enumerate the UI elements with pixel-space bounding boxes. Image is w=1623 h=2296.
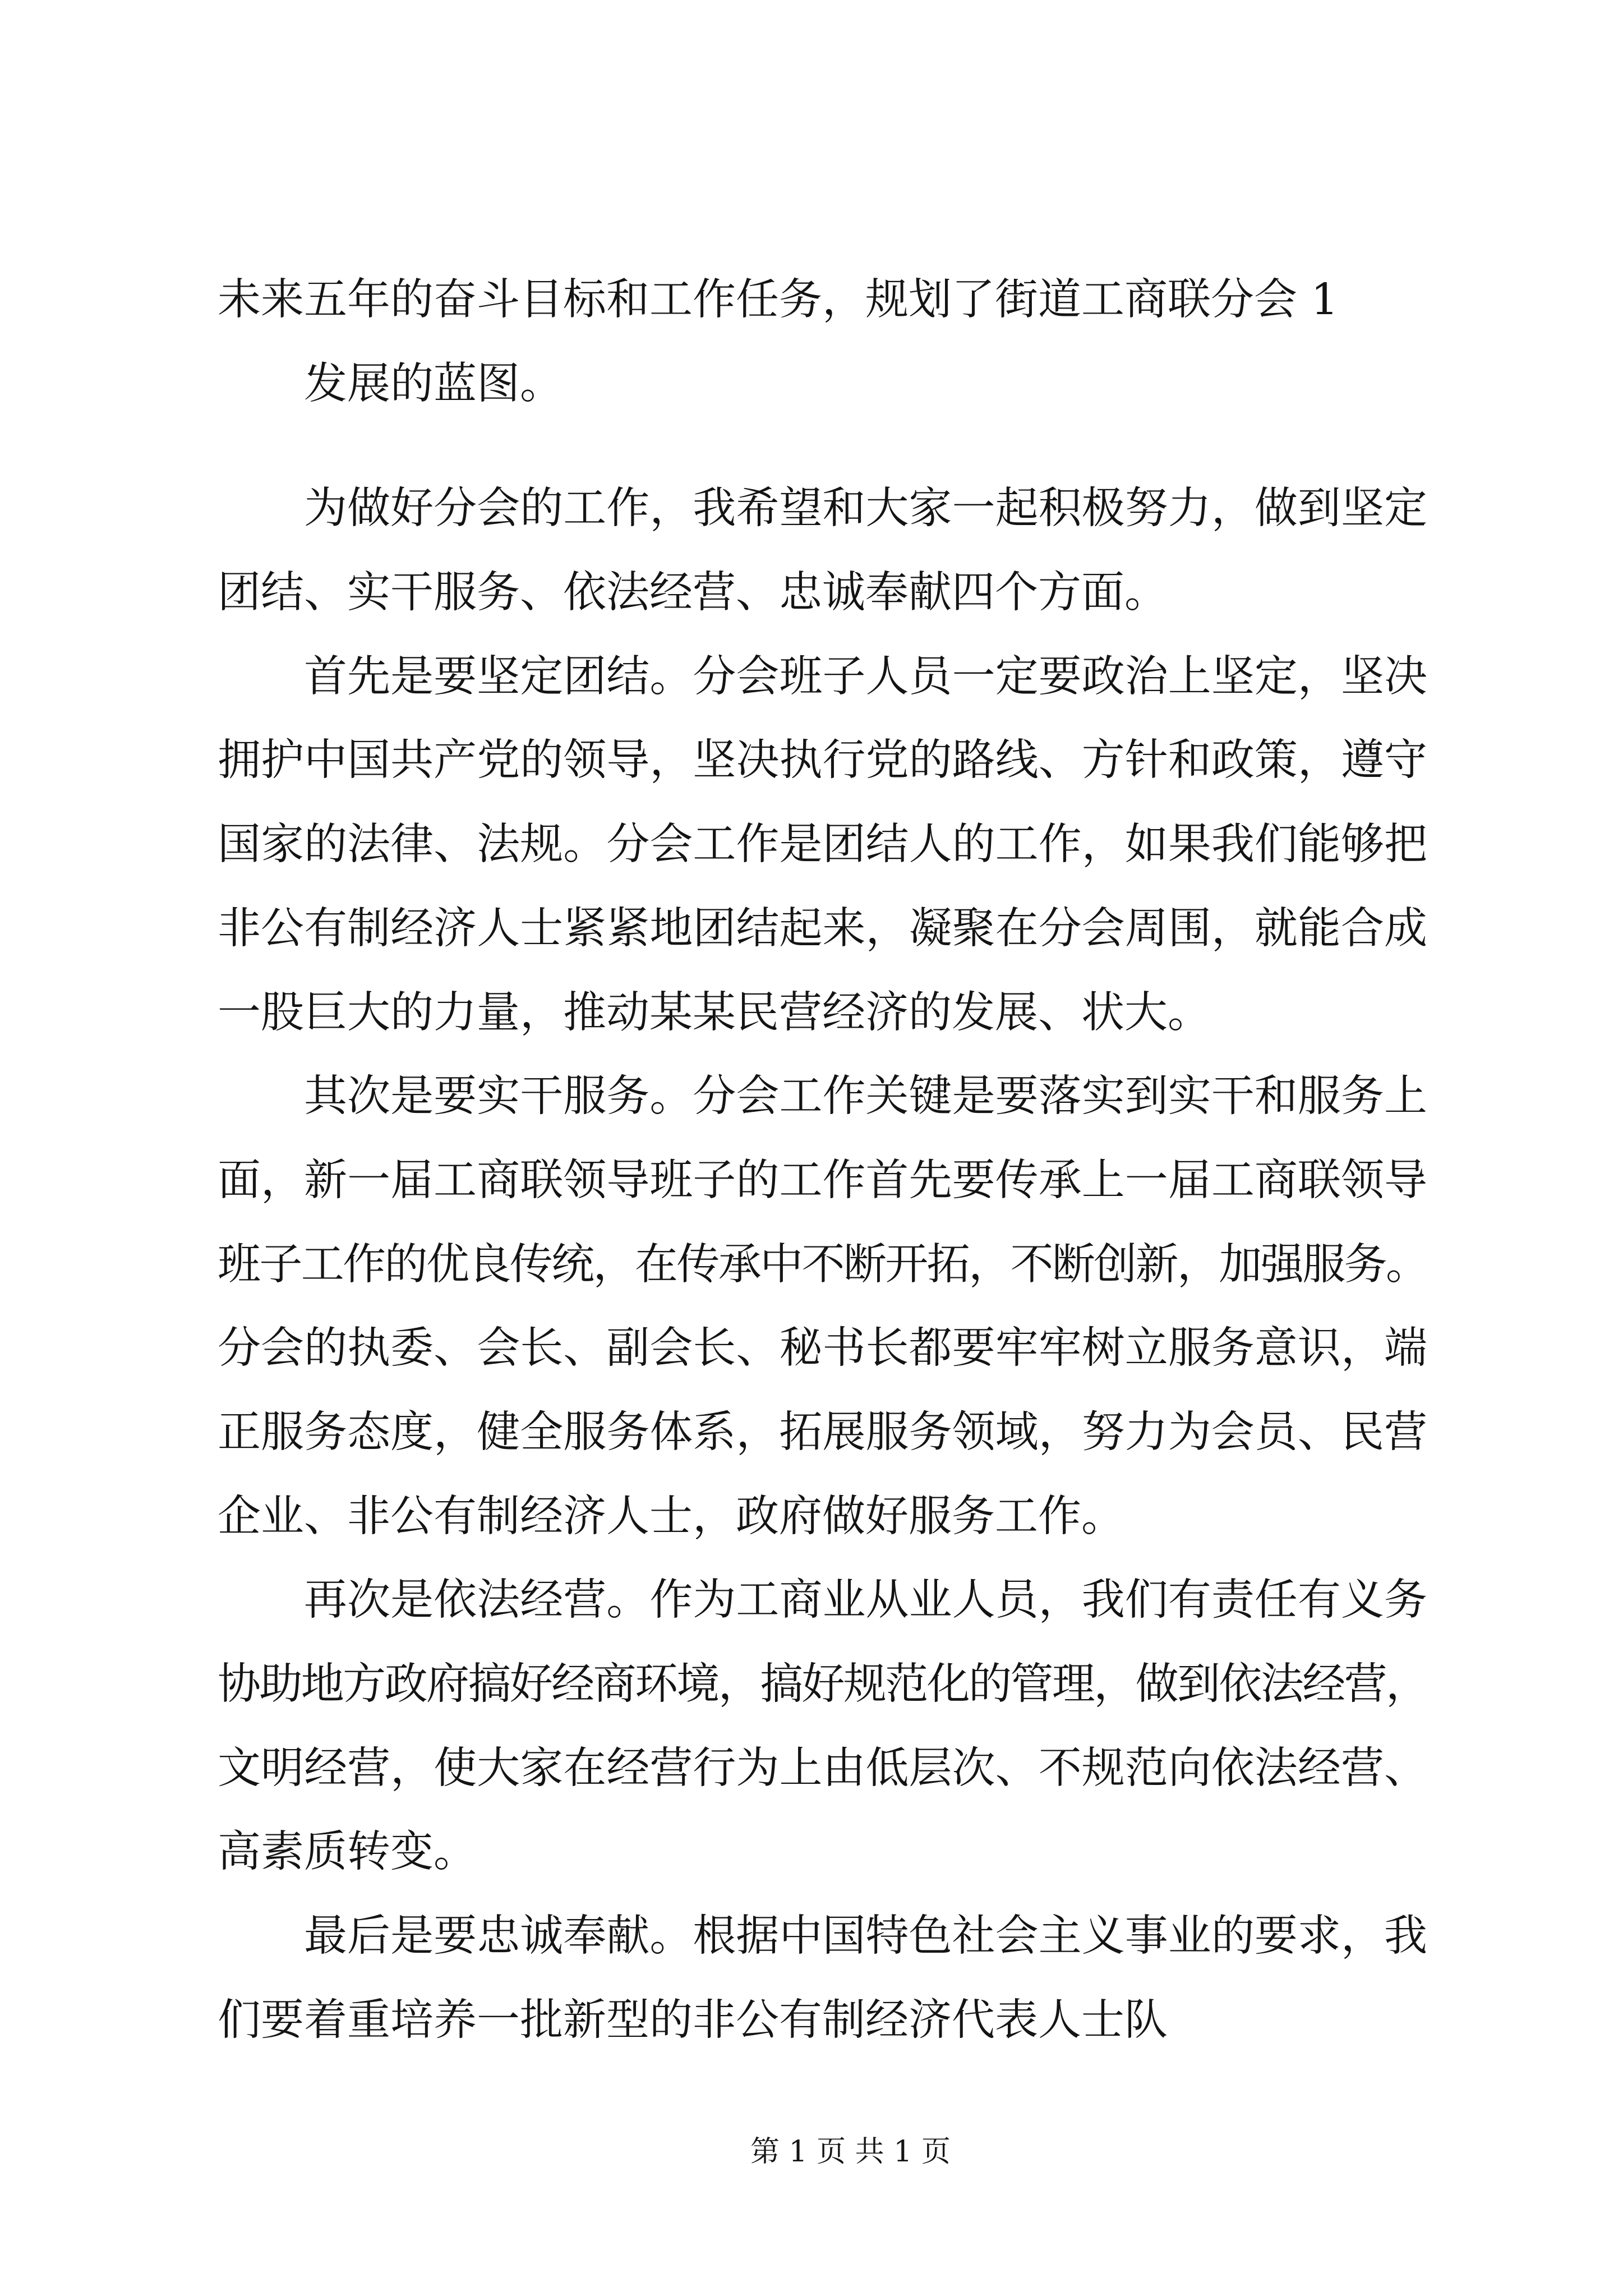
text-line: 最后是要忠诚奉献。根据中国特色社会主义事业的要求，我 [304, 1911, 1427, 1962]
text-line: 班子工作的优良传统，在传承中不断开拓，不断创新，加强服务。 [218, 1239, 1427, 1290]
text-line: 协助地方政府搞好经商环境，搞好规范化的管理，做到依法经营， [218, 1659, 1427, 1709]
text-line: 面，新一届工商联领导班子的工作首先要传承上一届工商联领导 [218, 1155, 1427, 1205]
page-footer: 第 1 页 共 1 页 [750, 2135, 951, 2169]
paragraph [218, 467, 1427, 634]
paragraph [218, 258, 1427, 342]
text-line: 首先是要坚定团结。分会班子人员一定要政治上坚定，坚决 [304, 651, 1427, 702]
text-line: 正服务态度，健全服务体系，拓展服务领域，努力为会员、民营 [218, 1407, 1427, 1457]
document-body [218, 258, 1427, 2062]
text-line: 国家的法律、法规。分会工作是团结人的工作，如果我们能够把 [218, 820, 1427, 870]
paragraph [218, 1894, 1427, 2062]
paragraph [218, 635, 1427, 1055]
text-line: 非公有制经济人士紧紧地团结起来，凝聚在分会周围，就能合成 [218, 903, 1427, 954]
text-line: 未来五年的奋斗目标和工作任务，规划了街道工商联分会 1 [218, 275, 1339, 325]
text-line: 文明经营，使大家在经营行为上由低层次、不规范向依法经营、 [218, 1743, 1427, 1793]
text-line: 团结、实干服务、依法经营、忠诚奉献四个方面。 [218, 568, 1168, 618]
paragraph [218, 1558, 1427, 1894]
text-line: 分会的执委、会长、副会长、秘书长都要牢牢树立服务意识，端 [218, 1323, 1427, 1374]
text-line: 高素质转变。 [218, 1827, 477, 1878]
text-line: 为做好分会的工作，我希望和大家一起积极努力，做到坚定 [304, 484, 1427, 534]
text-line: 企业、非公有制经济人士，政府做好服务工作。 [218, 1491, 1124, 1542]
text-line: 再次是依法经营。作为工商业从业人员，我们有责任有义务 [304, 1575, 1427, 1626]
text-line: 发展的蓝图。 [304, 358, 563, 409]
text-line: 们要着重培养一批新型的非公有制经济代表人士队 [218, 1995, 1168, 2045]
text-line: 拥护中国共产党的领导，坚决执行党的路线、方针和政策，遵守 [218, 735, 1427, 786]
text-line: 其次是要实干服务。分会工作关键是要落实到实干和服务上 [304, 1071, 1427, 1122]
paragraph [218, 1055, 1427, 1558]
paragraph [218, 342, 1427, 426]
text-line: 一股巨大的力量，推动某某民营经济的发展、状大。 [218, 987, 1211, 1038]
